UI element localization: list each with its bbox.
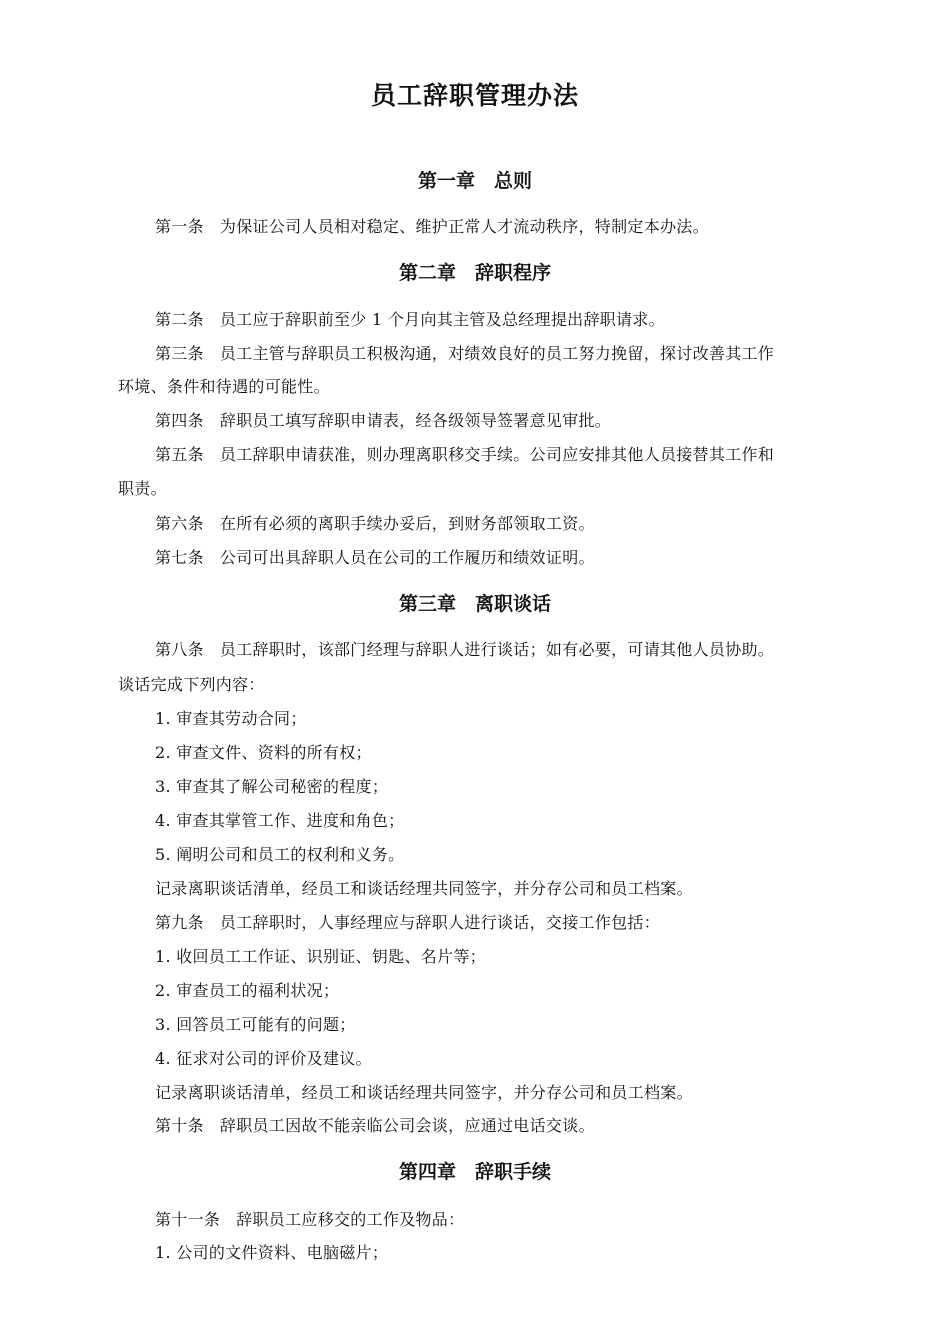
article-label: 第五条 <box>155 445 204 464</box>
list-item: 3. 审查其了解公司秘密的程度； <box>155 777 389 796</box>
list-item: 2. 审查文件、资料的所有权； <box>155 743 372 762</box>
list-item: 1. 审查其劳动合同； <box>155 709 307 728</box>
article-text: 为保证公司人员相对稳定、维护正常人才流动秩序，特制定本办法。 <box>219 217 709 236</box>
list-item: 1. 公司的文件资料、电脑磁片； <box>155 1243 389 1262</box>
article-6 <box>155 511 595 534</box>
article-5 <box>155 442 774 465</box>
chapter-2-heading: 第二章 辞职程序 <box>398 262 551 284</box>
article-9 <box>155 910 660 933</box>
list-item: 5. 阐明公司和员工的权利和义务。 <box>155 845 405 864</box>
article-text: 员工主管与辞职员工积极沟通，对绩效良好的员工努力挽留，探讨改善其工作 <box>219 344 775 363</box>
article-label: 第七条 <box>155 548 204 567</box>
list-item: 1. 收回员工工作证、识别证、钥匙、名片等； <box>155 947 486 966</box>
article-3-continuation: 环境、条件和待遇的可能性。 <box>118 377 330 396</box>
article-5-continuation: 职责。 <box>118 479 167 498</box>
list-item: 4. 审查其掌管工作、进度和角色； <box>155 811 405 830</box>
article-label: 第八条 <box>155 640 204 659</box>
article-7 <box>155 545 595 568</box>
article-8-continuation: 谈话完成下列内容： <box>118 675 265 694</box>
article-9-note: 记录离职谈话清单，经员工和谈话经理共同签字，并分存公司和员工档案。 <box>155 1083 693 1102</box>
article-label: 第九条 <box>155 913 204 932</box>
article-text: 辞职员工因故不能亲临公司会谈，应通过电话交谈。 <box>219 1116 595 1135</box>
article-8-note: 记录离职谈话清单，经员工和谈话经理共同签字，并分存公司和员工档案。 <box>155 879 693 898</box>
article-3 <box>155 341 774 364</box>
document-title: 员工辞职管理办法 <box>370 81 579 110</box>
article-label: 第六条 <box>155 514 204 533</box>
article-label: 第十条 <box>155 1116 204 1135</box>
article-11 <box>155 1207 464 1230</box>
article-text: 员工辞职时，人事经理应与辞职人进行谈话，交接工作包括： <box>219 913 661 932</box>
article-8 <box>155 637 774 660</box>
article-text: 在所有必须的离职手续办妥后，到财务部领取工资。 <box>219 514 595 533</box>
chapter-4-heading: 第四章 辞职手续 <box>398 1161 551 1183</box>
article-text: 辞职员工应移交的工作及物品： <box>236 1210 465 1229</box>
article-text: 员工辞职申请获准，则办理离职移交手续。公司应安排其他人员接替其工作和 <box>219 445 775 464</box>
article-text: 辞职员工填写辞职申请表，经各级领导签署意见审批。 <box>219 411 612 430</box>
article-10 <box>155 1113 595 1136</box>
list-item: 3. 回答员工可能有的问题； <box>155 1015 356 1034</box>
article-label: 第十一条 <box>155 1210 221 1229</box>
article-1 <box>155 214 709 237</box>
article-label: 第四条 <box>155 411 204 430</box>
article-text: 公司可出具辞职人员在公司的工作履历和绩效证明。 <box>219 548 595 567</box>
article-text: 员工辞职时，该部门经理与辞职人进行谈话；如有必要，可请其他人员协助。 <box>219 640 775 659</box>
article-2 <box>155 307 665 330</box>
chapter-1-heading: 第一章 总则 <box>417 170 532 192</box>
list-item: 4. 征求对公司的评价及建议。 <box>155 1049 372 1068</box>
article-label: 第三条 <box>155 344 204 363</box>
article-text: 员工应于辞职前至少 1 个月向其主管及总经理提出辞职请求。 <box>219 310 665 329</box>
article-label: 第二条 <box>155 310 204 329</box>
article-4 <box>155 408 611 431</box>
list-item: 2. 审查员工的福利状况； <box>155 981 340 1000</box>
chapter-3-heading: 第三章 离职谈话 <box>398 593 551 615</box>
article-label: 第一条 <box>155 217 204 236</box>
